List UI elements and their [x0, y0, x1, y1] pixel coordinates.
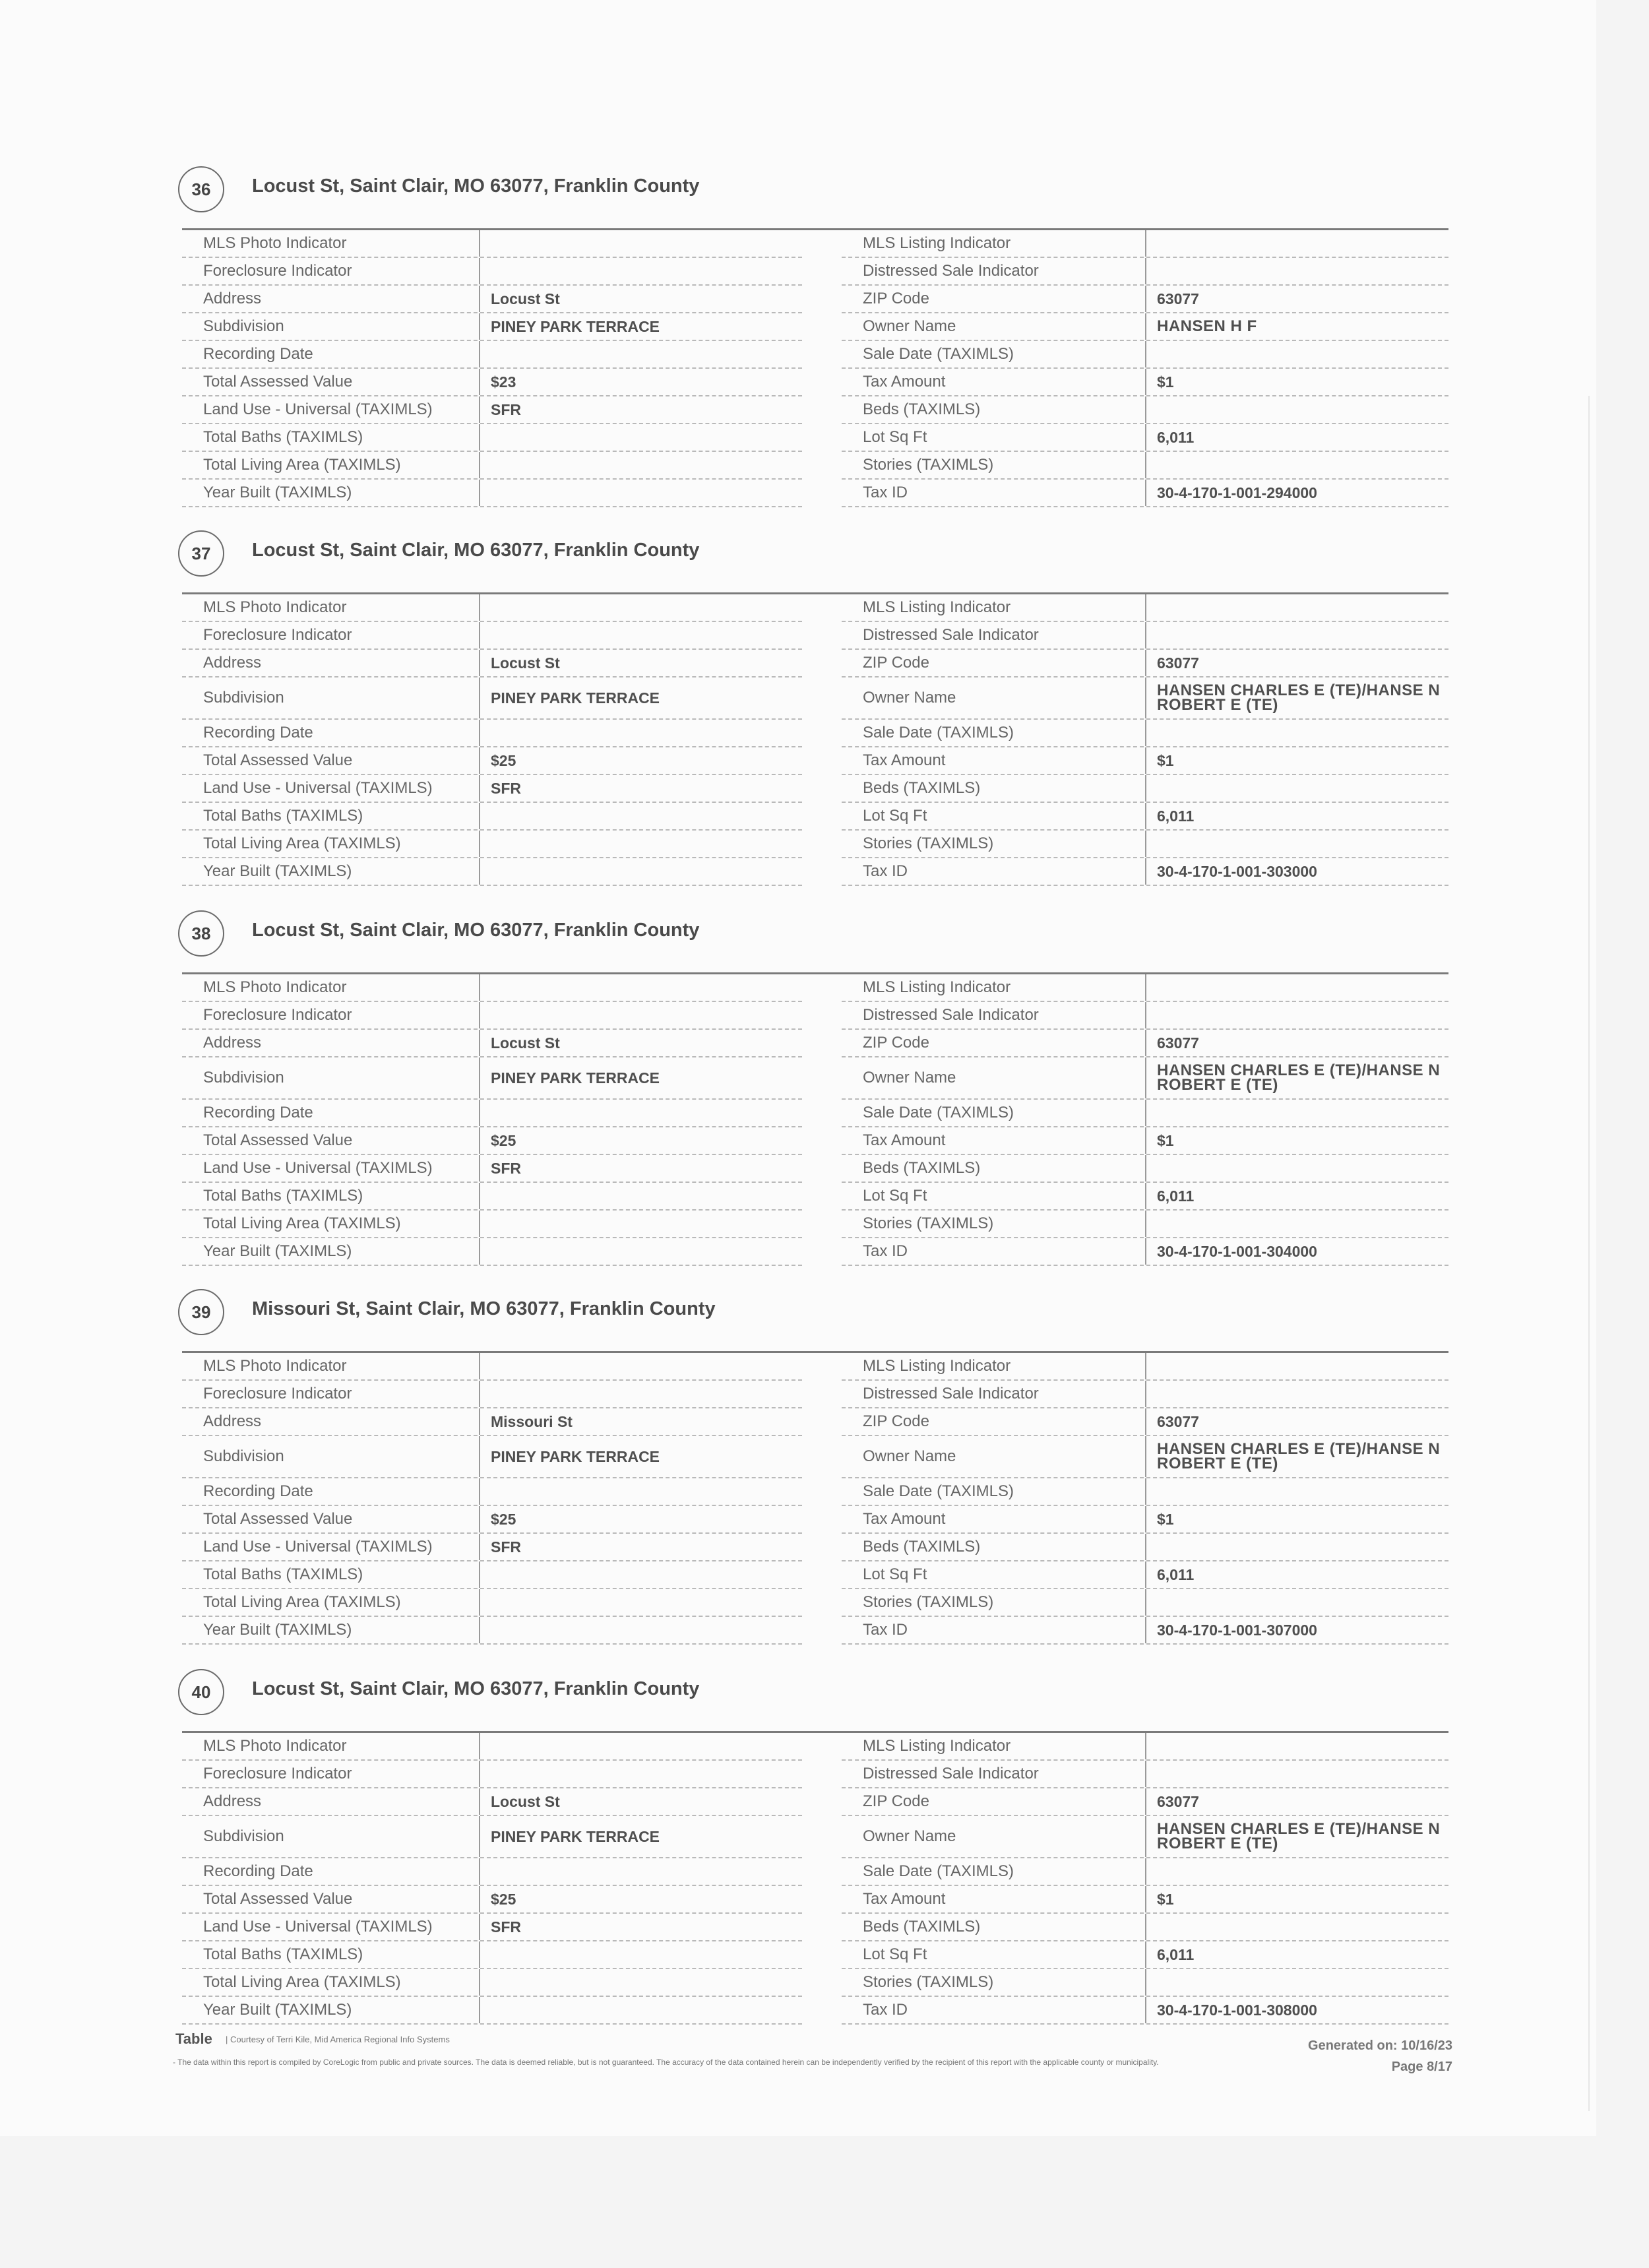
field-value	[479, 230, 802, 257]
field-value	[1145, 775, 1448, 802]
field-label: Beds (TAXIMLS)	[863, 779, 981, 797]
field-label: Distressed Sale Indicator	[863, 1385, 1039, 1402]
field-value	[479, 258, 802, 284]
field-label: Address	[203, 654, 262, 672]
field-label: Total Living Area (TAXIMLS)	[203, 1214, 401, 1232]
field-label: Land Use - Universal (TAXIMLS)	[203, 779, 433, 797]
field-label: Sale Date (TAXIMLS)	[863, 1104, 1014, 1121]
field-label: Recording Date	[203, 1862, 313, 1880]
record-address-title: Locust St, Saint Clair, MO 63077, Franklin County	[252, 540, 700, 561]
page-number: Page 8/17	[1391, 2060, 1452, 2074]
field-label: Address	[203, 1792, 262, 1810]
field-label: Total Assessed Value	[203, 1890, 353, 1908]
field-label: Total Baths (TAXIMLS)	[203, 807, 363, 825]
field-value: PINEY PARK TERRACE	[479, 313, 802, 340]
field-value	[1145, 1381, 1448, 1407]
field-value	[1145, 974, 1448, 1001]
record-number: 38	[178, 910, 224, 957]
field-value	[1145, 1733, 1448, 1759]
field-value: $1	[1145, 1127, 1448, 1154]
field-label: Stories (TAXIMLS)	[863, 456, 994, 474]
field-value: SFR	[479, 396, 802, 423]
field-label: Distressed Sale Indicator	[863, 262, 1039, 280]
field-value: $25	[479, 1506, 802, 1532]
field-label: MLS Photo Indicator	[203, 598, 347, 616]
field-value: $1	[1145, 1506, 1448, 1532]
field-label: Foreclosure Indicator	[203, 262, 352, 280]
field-value	[1145, 1353, 1448, 1379]
field-label: Distressed Sale Indicator	[863, 626, 1039, 644]
field-label: Lot Sq Ft	[863, 1565, 927, 1583]
field-label: Address	[203, 290, 262, 307]
field-label: Lot Sq Ft	[863, 428, 927, 446]
field-value	[1145, 720, 1448, 746]
field-value: Locust St	[479, 650, 802, 676]
field-value: SFR	[479, 1914, 802, 1940]
field-value: $25	[479, 1886, 802, 1912]
owner-name-value: HANSEN H F	[1145, 313, 1448, 340]
field-value	[1145, 1100, 1448, 1126]
field-label: Total Baths (TAXIMLS)	[203, 1565, 363, 1583]
field-value	[479, 1617, 802, 1643]
field-label: Distressed Sale Indicator	[863, 1006, 1039, 1024]
field-value: 30-4-170-1-001-303000	[1145, 858, 1448, 885]
field-label: ZIP Code	[863, 290, 929, 307]
field-value	[479, 1238, 802, 1265]
field-label: ZIP Code	[863, 1792, 929, 1810]
field-value	[1145, 1858, 1448, 1885]
record-address-title: Missouri St, Saint Clair, MO 63077, Franklin County	[252, 1298, 716, 1319]
field-value	[479, 803, 802, 829]
field-value: 63077	[1145, 1408, 1448, 1435]
field-label: ZIP Code	[863, 1034, 929, 1052]
field-value	[1145, 1914, 1448, 1940]
field-label: Total Assessed Value	[203, 1510, 353, 1528]
field-value	[1145, 1761, 1448, 1787]
field-label: Beds (TAXIMLS)	[863, 1918, 981, 1936]
field-value	[479, 452, 802, 478]
field-value	[479, 1561, 802, 1588]
field-value: PINEY PARK TERRACE	[479, 677, 802, 718]
field-value: $23	[479, 369, 802, 395]
field-value: Locust St	[479, 1030, 802, 1056]
field-label: Total Baths (TAXIMLS)	[203, 1945, 363, 1963]
record-address-title: Locust St, Saint Clair, MO 63077, Franklin County	[252, 175, 700, 197]
field-value	[1145, 831, 1448, 857]
field-value: $1	[1145, 1886, 1448, 1912]
field-value: 30-4-170-1-001-307000	[1145, 1617, 1448, 1643]
field-value	[479, 341, 802, 367]
field-value	[479, 424, 802, 451]
field-label: Stories (TAXIMLS)	[863, 835, 994, 852]
field-label: Lot Sq Ft	[863, 1187, 927, 1205]
field-label: Tax ID	[863, 1621, 908, 1639]
field-value: Locust St	[479, 286, 802, 312]
field-label: Tax Amount	[863, 1890, 946, 1908]
field-label: Tax Amount	[863, 1131, 946, 1149]
field-label: Year Built (TAXIMLS)	[203, 1242, 352, 1260]
field-label: Year Built (TAXIMLS)	[203, 1621, 352, 1639]
field-value: 63077	[1145, 1788, 1448, 1815]
field-label: Total Assessed Value	[203, 373, 353, 391]
field-value: 63077	[1145, 1030, 1448, 1056]
field-label: Land Use - Universal (TAXIMLS)	[203, 1918, 433, 1936]
field-value: PINEY PARK TERRACE	[479, 1057, 802, 1098]
field-label: Total Living Area (TAXIMLS)	[203, 835, 401, 852]
field-value: $1	[1145, 747, 1448, 774]
field-label: Tax Amount	[863, 1510, 946, 1528]
field-value: PINEY PARK TERRACE	[479, 1816, 802, 1857]
field-label: Year Built (TAXIMLS)	[203, 2001, 352, 2019]
field-label: Subdivision	[203, 1447, 284, 1465]
field-value	[479, 1478, 802, 1505]
field-label: Total Living Area (TAXIMLS)	[203, 1973, 401, 1991]
field-value	[479, 1100, 802, 1126]
field-label: Land Use - Universal (TAXIMLS)	[203, 1538, 433, 1556]
field-value: $1	[1145, 369, 1448, 395]
field-value	[479, 1353, 802, 1379]
field-label: Total Assessed Value	[203, 751, 353, 769]
property-record	[178, 166, 1445, 509]
field-label: Year Built (TAXIMLS)	[203, 484, 352, 501]
field-value	[1145, 341, 1448, 367]
field-label: Beds (TAXIMLS)	[863, 400, 981, 418]
field-label: Year Built (TAXIMLS)	[203, 862, 352, 880]
footer-disclaimer: - The data within this report is compiled by CoreLogic from public and private sources. The data is deemed reliable, but is not guaranteed. The accuracy of the data contained herein can be independently verified by the recipient of this report with the applicable county or municipality.	[173, 2058, 1159, 2067]
page-footer	[173, 2031, 1452, 2090]
field-value	[1145, 1969, 1448, 1996]
field-label: Recording Date	[203, 345, 313, 363]
field-label: Foreclosure Indicator	[203, 1006, 352, 1024]
field-label: Owner Name	[863, 1447, 956, 1465]
field-label: Total Living Area (TAXIMLS)	[203, 1593, 401, 1611]
field-value: 63077	[1145, 650, 1448, 676]
field-label: Beds (TAXIMLS)	[863, 1538, 981, 1556]
field-value	[1145, 230, 1448, 257]
field-value	[479, 720, 802, 746]
record-address-title: Locust St, Saint Clair, MO 63077, Franklin County	[252, 920, 700, 941]
field-label: Address	[203, 1412, 262, 1430]
field-label: Stories (TAXIMLS)	[863, 1973, 994, 1991]
field-value	[1145, 1211, 1448, 1237]
field-value: 6,011	[1145, 424, 1448, 451]
owner-name-value: HANSEN CHARLES E (TE)/HANSE N ROBERT E (TE)	[1145, 1057, 1448, 1098]
field-value	[1145, 1534, 1448, 1560]
field-value	[1145, 1478, 1448, 1505]
field-value	[1145, 622, 1448, 648]
field-value	[479, 831, 802, 857]
field-value: 6,011	[1145, 803, 1448, 829]
field-value	[479, 1589, 802, 1616]
field-value	[479, 1381, 802, 1407]
field-value	[479, 1997, 802, 2023]
field-label: Owner Name	[863, 1069, 956, 1087]
field-value	[479, 1858, 802, 1885]
field-value	[1145, 452, 1448, 478]
field-label: Land Use - Universal (TAXIMLS)	[203, 1159, 433, 1177]
field-value: 6,011	[1145, 1941, 1448, 1968]
field-value	[479, 1733, 802, 1759]
field-value	[1145, 1155, 1448, 1181]
field-label: Address	[203, 1034, 262, 1052]
field-label: Total Baths (TAXIMLS)	[203, 1187, 363, 1205]
field-value: Locust St	[479, 1788, 802, 1815]
field-label: ZIP Code	[863, 654, 929, 672]
field-value: SFR	[479, 775, 802, 802]
field-label: Recording Date	[203, 1482, 313, 1500]
record-number: 36	[178, 166, 224, 212]
field-value: 30-4-170-1-001-294000	[1145, 480, 1448, 506]
property-record	[178, 530, 1445, 880]
field-label: Tax ID	[863, 2001, 908, 2019]
field-label: Foreclosure Indicator	[203, 1385, 352, 1402]
field-value	[479, 974, 802, 1001]
field-label: Recording Date	[203, 724, 313, 741]
field-label: Owner Name	[863, 1827, 956, 1845]
field-label: Distressed Sale Indicator	[863, 1765, 1039, 1782]
property-record	[178, 910, 1445, 1260]
field-label: Stories (TAXIMLS)	[863, 1214, 994, 1232]
field-label: MLS Listing Indicator	[863, 1357, 1011, 1375]
field-value	[1145, 396, 1448, 423]
field-label: MLS Photo Indicator	[203, 978, 347, 996]
field-value	[1145, 594, 1448, 621]
field-value	[479, 622, 802, 648]
field-label: Sale Date (TAXIMLS)	[863, 724, 1014, 741]
field-value: $25	[479, 747, 802, 774]
field-value: Missouri St	[479, 1408, 802, 1435]
field-label: Tax ID	[863, 862, 908, 880]
field-label: Foreclosure Indicator	[203, 1765, 352, 1782]
field-label: Lot Sq Ft	[863, 807, 927, 825]
owner-name-value: HANSEN CHARLES E (TE)/HANSE N ROBERT E (TE)	[1145, 1816, 1448, 1857]
owner-name-value: HANSEN CHARLES E (TE)/HANSE N ROBERT E (TE)	[1145, 1436, 1448, 1477]
field-label: Recording Date	[203, 1104, 313, 1121]
field-label: Tax ID	[863, 1242, 908, 1260]
field-value	[479, 594, 802, 621]
field-label: Total Baths (TAXIMLS)	[203, 428, 363, 446]
field-label: MLS Photo Indicator	[203, 1357, 347, 1375]
field-label: MLS Listing Indicator	[863, 978, 1011, 996]
field-value: 6,011	[1145, 1561, 1448, 1588]
field-label: Tax Amount	[863, 373, 946, 391]
field-value: 30-4-170-1-001-308000	[1145, 1997, 1448, 2023]
field-value: SFR	[479, 1534, 802, 1560]
field-value: $25	[479, 1127, 802, 1154]
field-value	[479, 1941, 802, 1968]
field-label: Foreclosure Indicator	[203, 626, 352, 644]
field-label: Subdivision	[203, 1827, 284, 1845]
field-value	[479, 1761, 802, 1787]
field-label: Stories (TAXIMLS)	[863, 1593, 994, 1611]
field-value: 6,011	[1145, 1183, 1448, 1209]
field-value: PINEY PARK TERRACE	[479, 1436, 802, 1477]
field-label: Total Living Area (TAXIMLS)	[203, 456, 401, 474]
footer-table-label: Table	[175, 2031, 212, 2047]
field-value: 30-4-170-1-001-304000	[1145, 1238, 1448, 1265]
field-label: Tax Amount	[863, 751, 946, 769]
field-label: Sale Date (TAXIMLS)	[863, 1862, 1014, 1880]
field-label: MLS Photo Indicator	[203, 234, 347, 252]
field-label: Sale Date (TAXIMLS)	[863, 1482, 1014, 1500]
field-label: MLS Listing Indicator	[863, 234, 1011, 252]
footer-courtesy: | Courtesy of Terri Kile, Mid America Regional Info Systems	[226, 2034, 450, 2044]
field-value	[1145, 258, 1448, 284]
field-label: MLS Listing Indicator	[863, 598, 1011, 616]
record-address-title: Locust St, Saint Clair, MO 63077, Franklin County	[252, 1678, 700, 1699]
field-label: Owner Name	[863, 689, 956, 707]
field-label: Sale Date (TAXIMLS)	[863, 345, 1014, 363]
field-value	[1145, 1002, 1448, 1028]
field-value	[479, 1211, 802, 1237]
field-value	[1145, 1589, 1448, 1616]
record-number: 37	[178, 530, 224, 577]
field-label: Beds (TAXIMLS)	[863, 1159, 981, 1177]
field-value	[479, 858, 802, 885]
scan-edge-line	[1588, 396, 1590, 2111]
field-label: Owner Name	[863, 317, 956, 335]
record-number: 40	[178, 1669, 224, 1715]
field-label: Tax ID	[863, 484, 908, 501]
field-label: Subdivision	[203, 317, 284, 335]
owner-name-value: HANSEN CHARLES E (TE)/HANSE N ROBERT E (TE)	[1145, 677, 1448, 718]
property-record	[178, 1289, 1445, 1639]
record-number: 39	[178, 1289, 224, 1335]
field-value	[479, 1183, 802, 1209]
field-label: MLS Listing Indicator	[863, 1737, 1011, 1755]
field-value	[479, 1002, 802, 1028]
field-label: Total Assessed Value	[203, 1131, 353, 1149]
field-value	[479, 1969, 802, 1996]
field-value: SFR	[479, 1155, 802, 1181]
field-label: Lot Sq Ft	[863, 1945, 927, 1963]
field-label: ZIP Code	[863, 1412, 929, 1430]
field-label: Land Use - Universal (TAXIMLS)	[203, 400, 433, 418]
field-label: Subdivision	[203, 1069, 284, 1087]
generated-date: Generated on: 10/16/23	[1308, 2038, 1452, 2053]
property-record	[178, 1669, 1445, 2019]
field-value: 63077	[1145, 286, 1448, 312]
field-value	[479, 480, 802, 506]
field-label: Subdivision	[203, 689, 284, 707]
field-label: MLS Photo Indicator	[203, 1737, 347, 1755]
